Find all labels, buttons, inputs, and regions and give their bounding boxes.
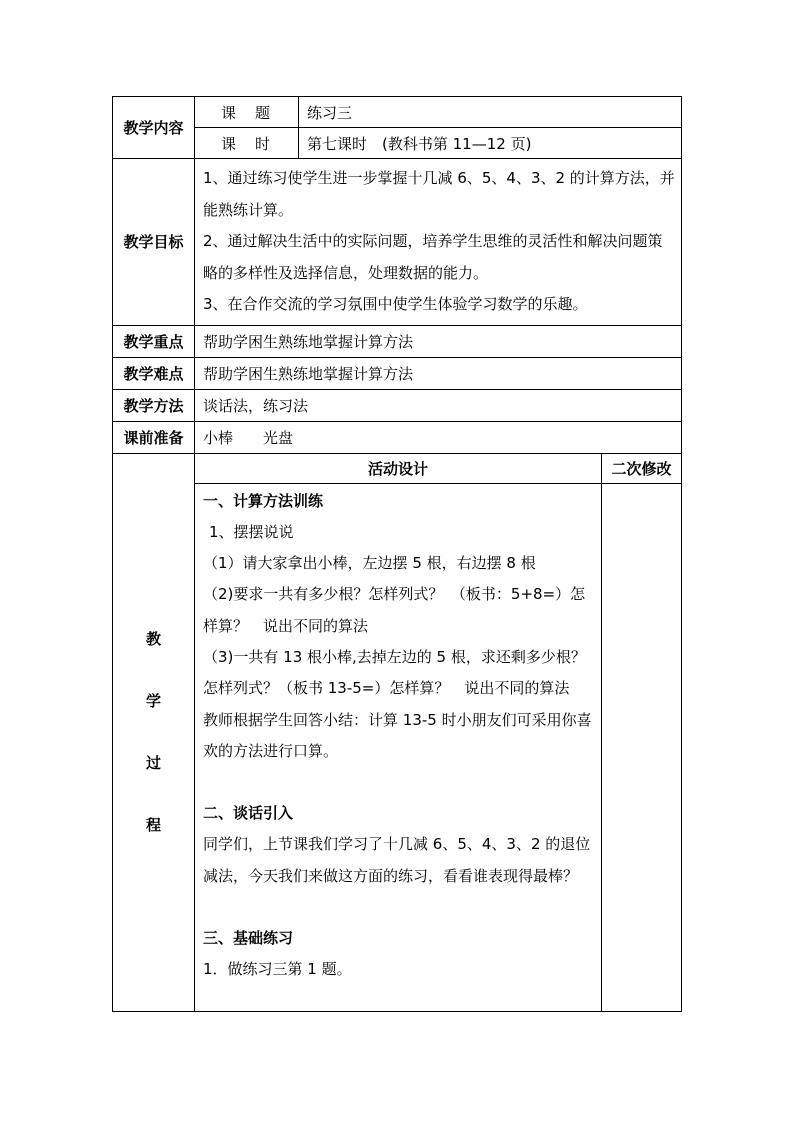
topic-value: 练习三 [299, 97, 682, 128]
goal-item: 3、在合作交流的学习氛围中使学生体验学习数学的乐趣。 [203, 295, 588, 313]
method-label: 教学方法 [113, 389, 195, 421]
activity-header: 活动设计 [195, 453, 602, 483]
section-1-subtitle: 1、摆摆说说 [209, 522, 294, 541]
activity-line: （3)一共有 13 根小棒,去掉左边的 5 根，求还剩多少根？怎样列式？（板书 13-5=）怎样算？ 说出不同的算法 [203, 647, 586, 698]
activity-line: （2)要求一共有多少根？怎样列式？ （板书：5+8=）怎样算？ 说出不同的算法 [203, 585, 586, 635]
goal-item: 2、通过解决生活中的实际问题，培养学生思维的灵活性和解决问题策略的多样性及选择信息，处理数据的能力。 [203, 232, 663, 282]
goals-cell [195, 159, 682, 326]
section-2-title: 二、谈话引入 [203, 804, 294, 823]
key-point-label: 教学重点 [113, 325, 195, 357]
spacer [203, 767, 595, 798]
activity-content [195, 483, 602, 1011]
key-point-value: 帮助学困生熟练地掌握计算方法 [195, 325, 682, 357]
content-label: 教学内容 [113, 97, 195, 159]
prep-value: 小棒 光盘 [195, 421, 682, 453]
process-char: 程 [145, 816, 161, 834]
lesson-plan-table [112, 96, 682, 1012]
activity-line: 1．做练习三第 1 题。 [203, 960, 352, 979]
section-3-title: 三、基础练习 [203, 929, 294, 948]
goals-label: 教学目标 [113, 159, 195, 326]
revision-header: 二次修改 [602, 453, 682, 483]
method-value: 谈话法，练习法 [195, 389, 682, 421]
goal-item: 1、通过练习使学生进一步掌握十几减 6、5、4、3、2 的计算方法，并能熟练计算。 [203, 169, 675, 219]
difficulty-label: 教学难点 [113, 357, 195, 389]
topic-label: 课 题 [195, 97, 299, 128]
process-char: 教 [145, 630, 161, 648]
revision-content [602, 483, 682, 1011]
period-value: 第七课时 (教科书第 11—12 页) [299, 128, 682, 159]
prep-label: 课前准备 [113, 421, 195, 453]
process-label [113, 453, 195, 1011]
process-char: 学 [145, 692, 161, 710]
activity-line: 教师根据学生回答小结：计算 13-5 时小朋友们可采用你喜欢的方法进行口算。 [203, 710, 592, 760]
difficulty-value: 帮助学困生熟练地掌握计算方法 [195, 357, 682, 389]
period-label: 课 时 [195, 128, 299, 159]
section-1-title: 一、计算方法训练 [203, 491, 324, 510]
activity-line: （1）请大家拿出小棒，左边摆 5 根，右边摆 8 根 [203, 554, 536, 573]
process-char: 过 [145, 754, 161, 772]
spacer [203, 892, 595, 923]
activity-line: 同学们，上节课我们学习了十几减 6、5、4、3、2 的退位减法，今天我们来做这方面的练习，看看谁表现得最棒？ [203, 835, 591, 885]
